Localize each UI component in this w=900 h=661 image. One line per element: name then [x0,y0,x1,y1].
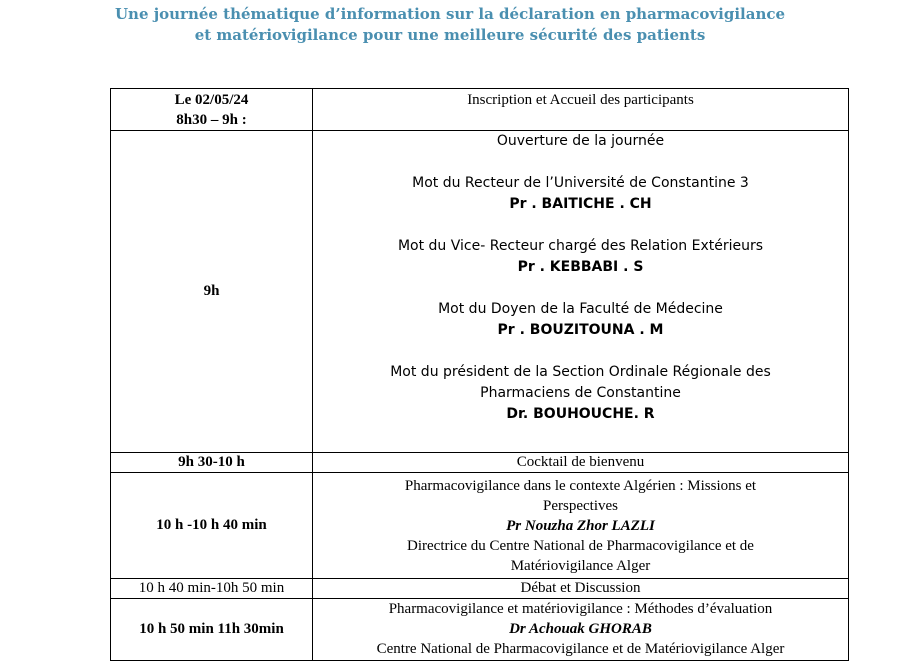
talk-title: Pharmacovigilance et matériovigilance : Méthodes d’évaluation [388,601,773,617]
title-line-1: Une journée thématique d’information sur la déclaration en pharmacovigilance [114,5,786,23]
content-cell [313,473,849,579]
speech-role-cont: Pharmaciens de Constantine [480,385,681,401]
speaker-affiliation: Centre National de Pharmacovigilance et de Matériovigilance Alger [376,641,785,657]
speech-role: Mot du Vice- Recteur chargé des Relation Extérieurs [397,238,764,254]
table-row [111,131,849,453]
content-cell: Cocktail de bienvenu [313,453,849,473]
program-table [110,88,849,661]
time-cell: 10 h 40 min-10h 50 min [111,579,313,599]
table-row [111,473,849,579]
table-row [111,89,849,131]
speaker-name: Pr . BAITICHE . CH [509,196,652,212]
table-row [111,599,849,661]
talk-title: Pharmacovigilance dans le contexte Algérien : Missions et [404,477,757,494]
content-cell [313,599,849,661]
time-cell: 10 h 50 min 11h 30min [111,599,313,661]
speaker-affiliation-cont: Matériovigilance Alger [510,557,651,574]
speech-role: Mot du Doyen de la Faculté de Médecine [438,301,723,317]
content-cell [313,131,849,453]
speaker-name: Pr . KEBBABI . S [517,259,644,275]
content-cell [313,89,849,131]
time-cell: 9h 30-10 h [111,453,313,473]
time-cell: 10 h -10 h 40 min [111,473,313,579]
opening-label: Ouverture de la journée [496,133,665,149]
speech-role: Mot du Recteur de l’Université de Constantine 3 [412,175,749,191]
table-row [111,579,849,599]
speaker-name: Dr. BOUHOUCHE. R [506,406,655,422]
speaker-name: Dr Achouak GHORAB [509,621,652,637]
time-cell: 9h [111,131,313,453]
activity-label: Inscription et Accueil des participants [467,92,694,108]
speaker-name: Pr Nouzha Zhor LAZLI [506,517,655,534]
time-cell [111,89,313,131]
speech-role: Mot du président de la Section Ordinale Régionale des [390,364,771,380]
document-title [0,4,900,46]
time-label: 8h30 – 9h : [176,111,247,128]
talk-title-cont: Perspectives [543,497,618,514]
speaker-affiliation: Directrice du Centre National de Pharmacovigilance et de [407,537,754,554]
content-cell: Débat et Discussion [313,579,849,599]
date-label: Le 02/05/24 [174,91,249,108]
table-row [111,453,849,473]
speaker-name: Pr . BOUZITOUNA . M [497,322,664,338]
title-line-2: et matériovigilance pour une meilleure sécurité des patients [194,26,706,44]
